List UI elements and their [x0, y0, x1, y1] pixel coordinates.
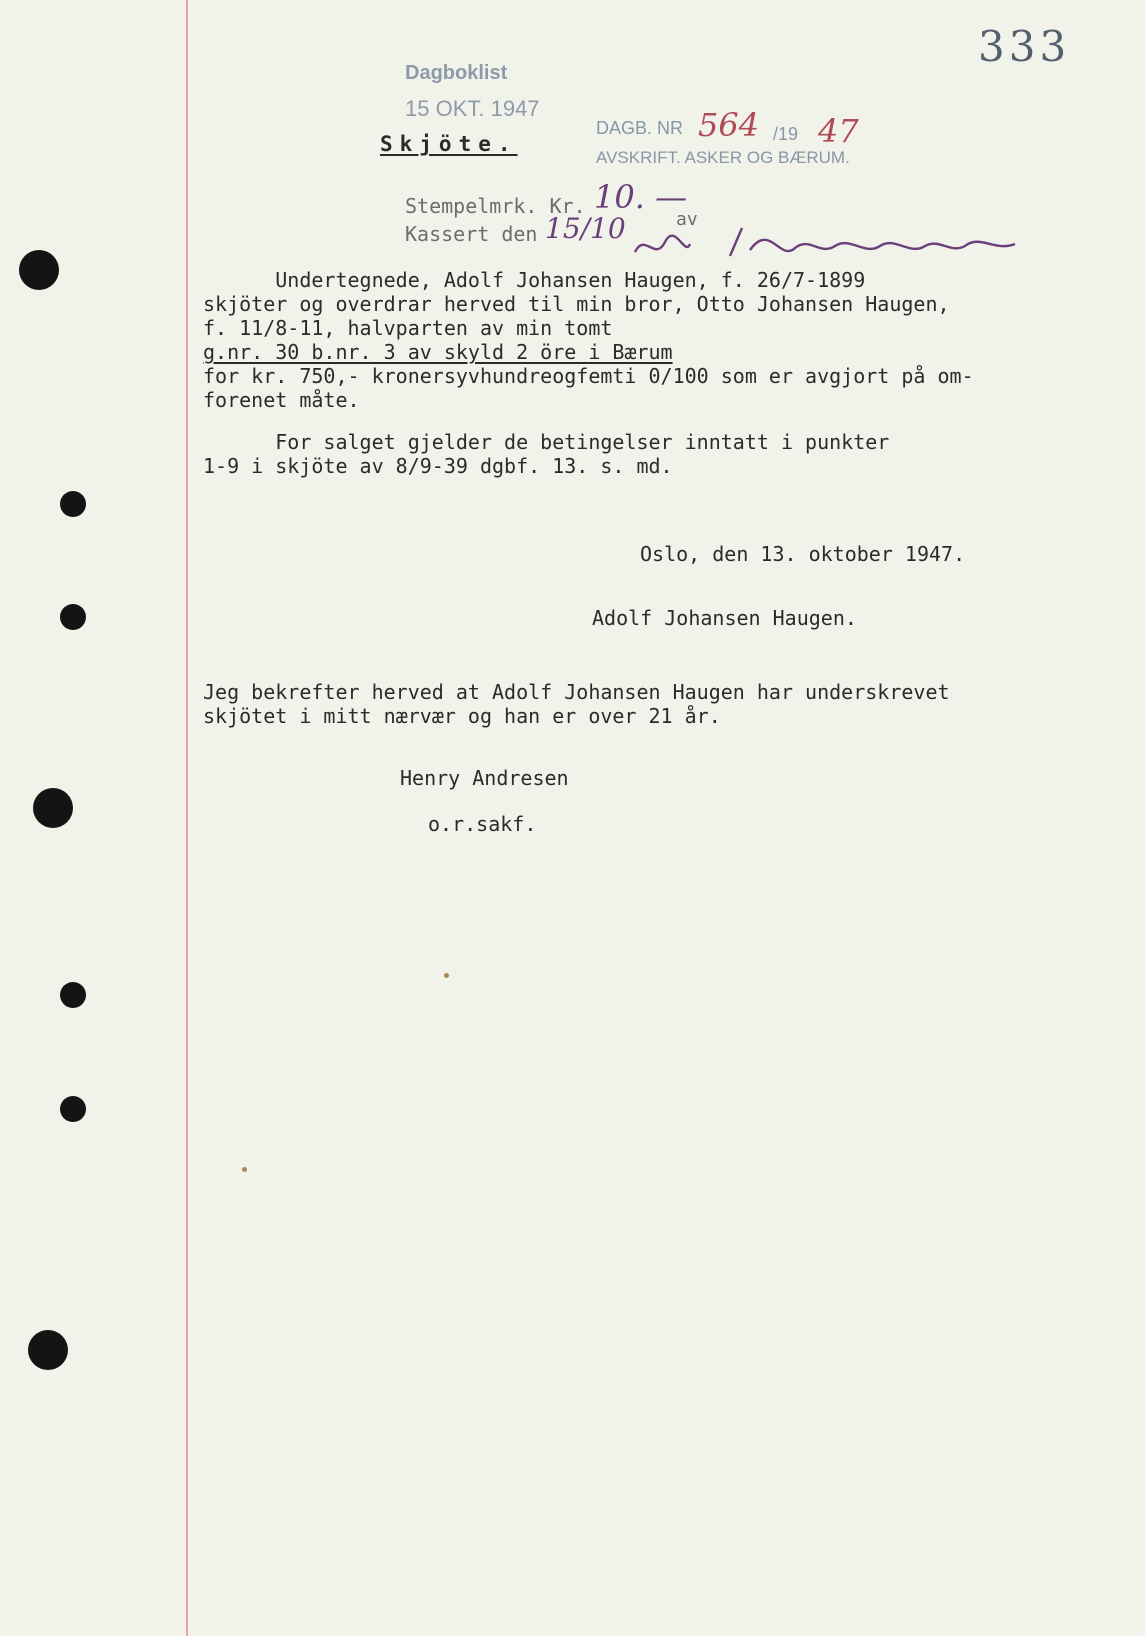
dagb-year-prefix: /19 [773, 124, 799, 144]
document-title: Skjöte. [380, 132, 518, 156]
stempelmerke-label: Stempelmrk. Kr. [405, 194, 586, 218]
place-date: Oslo, den 13. oktober 1947. [640, 542, 966, 566]
kassert-signature-scribble [630, 222, 1030, 268]
dagbok-stamp-date: 15 OKT. 1947 [405, 96, 540, 121]
confirmation-line: skjötet i mitt nærvær og han er over 21 år. [203, 704, 721, 728]
dagb-year-value: 47 [818, 112, 859, 150]
punch-hole [28, 1330, 68, 1370]
avskrift-stamp: AVSKRIFT. ASKER OG BÆRUM. [596, 148, 850, 167]
body-line: forenet måte. [203, 388, 360, 412]
page-number: 333 [978, 22, 1071, 71]
speck [242, 1167, 247, 1172]
speck [444, 973, 449, 978]
witness-title: o.r.sakf. [428, 812, 537, 836]
punch-hole [60, 982, 86, 1008]
dagb-nr-value: 564 [698, 106, 760, 144]
punch-hole [33, 788, 73, 828]
punch-hole [60, 1096, 86, 1122]
body-line: 1-9 i skjöte av 8/9-39 dgbf. 13. s. md. [203, 454, 673, 478]
body-line-property: g.nr. 30 b.nr. 3 av skyld 2 öre i Bærum [203, 340, 673, 364]
body-line: skjöter og overdrar herved til min bror, Otto Johansen Haugen, [203, 292, 950, 316]
confirmation-line: Jeg bekrefter herved at Adolf Johansen Haugen har underskrevet [203, 680, 950, 704]
kassert-label: Kassert den [405, 222, 538, 246]
body-line: Undertegnede, Adolf Johansen Haugen, f. 26/7-1899 [203, 268, 866, 292]
margin-rule [186, 0, 188, 1636]
body-line-price: for kr. 750,- kronersyvhundreogfemti 0/100 som er avgjort på om- [203, 364, 974, 388]
stempelmerke-amount: 10. — [594, 178, 688, 216]
dagbok-stamp-label: Dagboklist [405, 62, 508, 84]
body-line: For salget gjelder de betingelser inntatt i punkter [203, 430, 890, 454]
punch-hole [60, 604, 86, 630]
dagb-nr-label: DAGB. NR [596, 118, 684, 138]
kassert-date: 15/10 [545, 212, 626, 245]
body-line: f. 11/8-11, halvparten av min tomt [203, 316, 613, 340]
kassert-av-label: av [676, 209, 698, 230]
punch-hole [60, 491, 86, 517]
seller-signature: Adolf Johansen Haugen. [592, 606, 857, 630]
witness-name: Henry Andresen [400, 766, 569, 790]
punch-hole [19, 250, 59, 290]
